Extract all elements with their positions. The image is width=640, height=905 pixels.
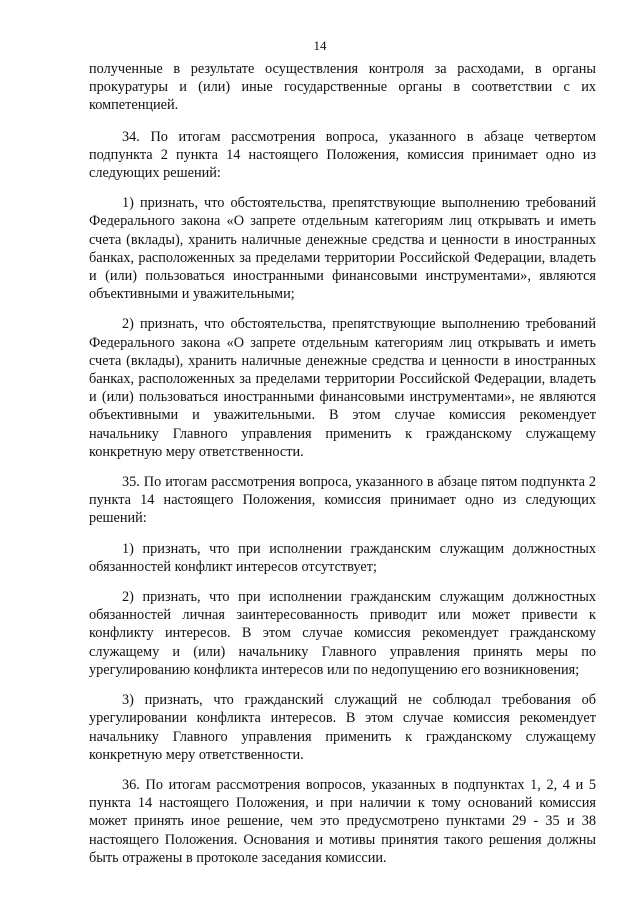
paragraph-item-34-1: 1) признать, что обстоятельства, препятствующие выполнению требований Федерального закона «О запрете отдельным категориям лиц открывать и иметь счета (вклады), хранить наличные денежные средства и ценности в иностранных банках, расположенных за пределами территории Российской Федерации, владеть и (или) пользоваться иностранными финансовыми инструментами», являются объективными и уважительными;	[89, 195, 596, 303]
paragraph-item-35: 35. По итогам рассмотрения вопроса, указанного в абзаце пятом подпункта 2 пункта 14 настоящего Положения, комиссия принимает одно из следующих решений:	[89, 474, 596, 527]
paragraph-item-36: 36. По итогам рассмотрения вопросов, указанных в подпунктах 1, 2, 4 и 5 пункта 14 настоящего Положения, и при наличии к тому оснований комиссия может принять иное решение, чем это предусмотрено пунктами 29 - 35 и 38 настоящего Положения. Основания и мотивы принятия такого решения должны быть отражены в протоколе заседания комиссии.	[89, 776, 596, 866]
paragraph-item-34-2: 2) признать, что обстоятельства, препятствующие выполнению требований Федерального закона «О запрете отдельным категориям лиц открывать и иметь счета (вклады), хранить наличные денежные средства и ценности в иностранных банках, расположенных за пределами территории Российской Федерации, владеть и (или) пользоваться иностранными финансовыми инструментами», не являются объективными и уважительными. В этом случае комиссия рекомендует начальнику Главного управления применить к гражданскому служащему конкретную меру ответственности.	[89, 316, 596, 460]
paragraph-item-35-1: 1) признать, что при исполнении гражданским служащим должностных обязанностей конфликт интересов отсутствует;	[89, 540, 596, 575]
paragraph-item-35-2: 2) признать, что при исполнении гражданским служащим должностных обязанностей личная заинтересованность приводит или может привести к конфликту интересов. В этом случае комиссия рекомендует гражданскому служащему и (или) начальнику Главного управления принять меры по урегулированию конфликта интересов или по недопущению его возникновения;	[89, 589, 596, 678]
paragraph-item-34: 34. По итогам рассмотрения вопроса, указанного в абзаце четвертом подпункта 2 пункта 14 настоящего Положения, комиссия принимает одно из следующих решений:	[89, 128, 596, 182]
paragraph-item-35-3: 3) признать, что гражданский служащий не соблюдал требования об урегулировании конфликта интересов. В этом случае комиссия рекомендует начальнику Главного управления применить к гражданскому служащему конкретную меру ответственности.	[89, 692, 596, 763]
document-body	[89, 60, 596, 879]
page-number: 14	[313, 38, 327, 53]
paragraph-continuation: полученные в результате осуществления контроля за расходами, в органы прокуратуры и (или) иные государственные органы в соответствии с их компетенцией.	[89, 61, 596, 114]
